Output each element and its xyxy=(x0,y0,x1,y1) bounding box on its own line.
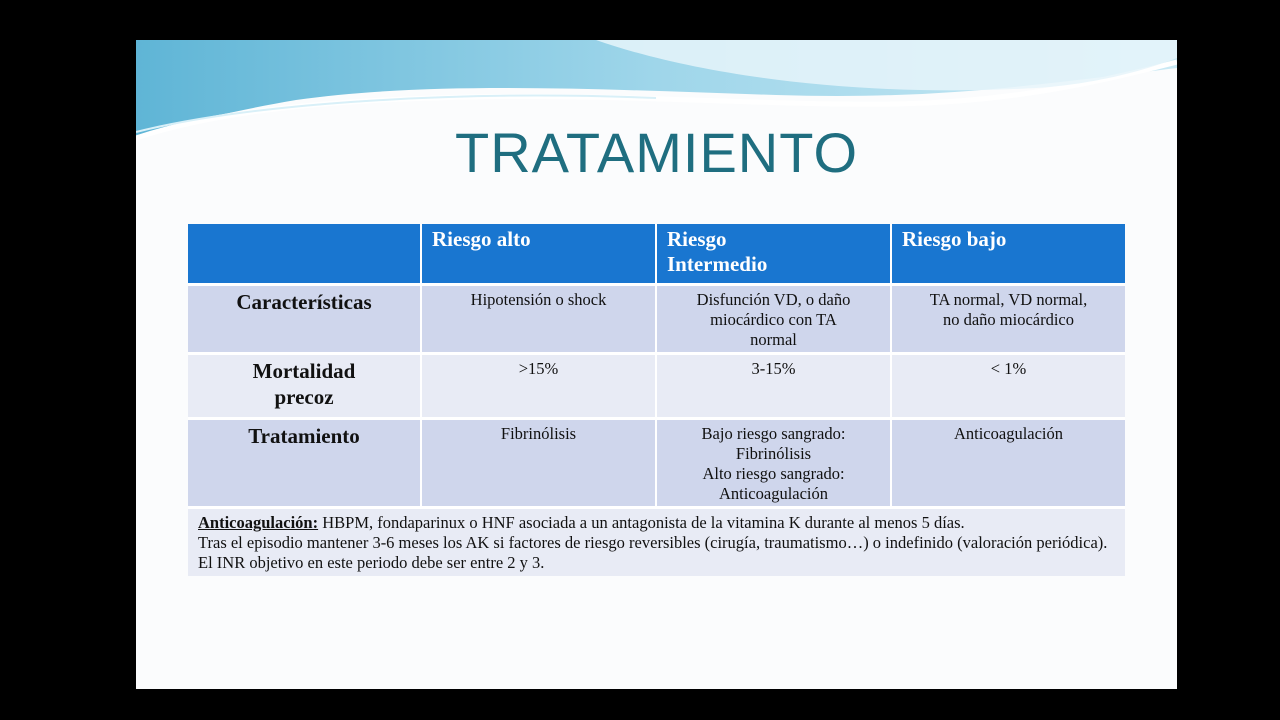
cell-line: 3-15% xyxy=(751,359,796,378)
cell-line: miocárdico con TA xyxy=(710,310,837,329)
note-text-3: El INR objetivo en este periodo debe ser entre 2 y 3. xyxy=(198,553,545,572)
table-cell xyxy=(892,417,1125,506)
header-riesgo-intermedio-text: Riesgo Intermedio xyxy=(667,227,768,276)
cell-line: Disfunción VD, o daño xyxy=(696,290,851,309)
table-cell xyxy=(422,417,657,506)
cell-line: Bajo riesgo sangrado: xyxy=(701,424,846,443)
cell-line: Fibrinólisis xyxy=(735,444,812,463)
anticoagulation-note xyxy=(188,506,1125,576)
table-cell xyxy=(657,417,892,506)
table-row xyxy=(188,283,1125,352)
table-cell xyxy=(422,283,657,352)
note-text-1: HBPM, fondaparinux o HNF asociada a un antagonista de la vitamina K durante al menos 5 días. xyxy=(318,513,965,532)
table-cell xyxy=(657,283,892,352)
table-cell xyxy=(892,352,1125,417)
risk-table xyxy=(188,224,1125,576)
table-row xyxy=(188,352,1125,417)
table-header-row xyxy=(188,224,1125,283)
cell-line: Hipotensión o shock xyxy=(470,290,607,309)
table-cell xyxy=(657,352,892,417)
row-label-tratamiento: Tratamiento xyxy=(188,417,422,506)
table-row xyxy=(188,417,1125,506)
slide-title: TRATAMIENTO xyxy=(455,121,858,184)
table-cell xyxy=(892,283,1125,352)
cell-line: normal xyxy=(750,330,797,349)
header-riesgo-alto: Riesgo alto xyxy=(422,224,657,283)
row-label-caracteristicas: Características xyxy=(188,283,422,352)
cell-line: Anticoagulación xyxy=(718,484,829,503)
header-riesgo-intermedio xyxy=(657,224,892,283)
slide xyxy=(136,40,1177,689)
header-empty-cell xyxy=(188,224,422,283)
cell-line: Fibrinólisis xyxy=(500,424,577,443)
cell-line: Anticoagulación xyxy=(953,424,1064,443)
note-line xyxy=(198,513,965,532)
header-riesgo-bajo: Riesgo bajo xyxy=(892,224,1125,283)
table-note-row xyxy=(188,506,1125,576)
note-label: Anticoagulación: xyxy=(198,513,319,532)
cell-line: TA normal, VD normal, xyxy=(929,290,1088,309)
cell-line: Alto riesgo sangrado: xyxy=(702,464,845,483)
table-cell xyxy=(422,352,657,417)
row-label-text: Mortalidad precoz xyxy=(252,359,356,409)
row-label-mortalidad xyxy=(188,352,422,417)
cell-line: >15% xyxy=(518,359,559,378)
cell-line: no daño miocárdico xyxy=(942,310,1075,329)
cell-line: < 1% xyxy=(990,359,1027,378)
note-text-2: Tras el episodio mantener 3-6 meses los AK si factores de riesgo reversibles (cirugía, traumatismo…) o indefinido (valoración periódica). xyxy=(198,533,1108,552)
